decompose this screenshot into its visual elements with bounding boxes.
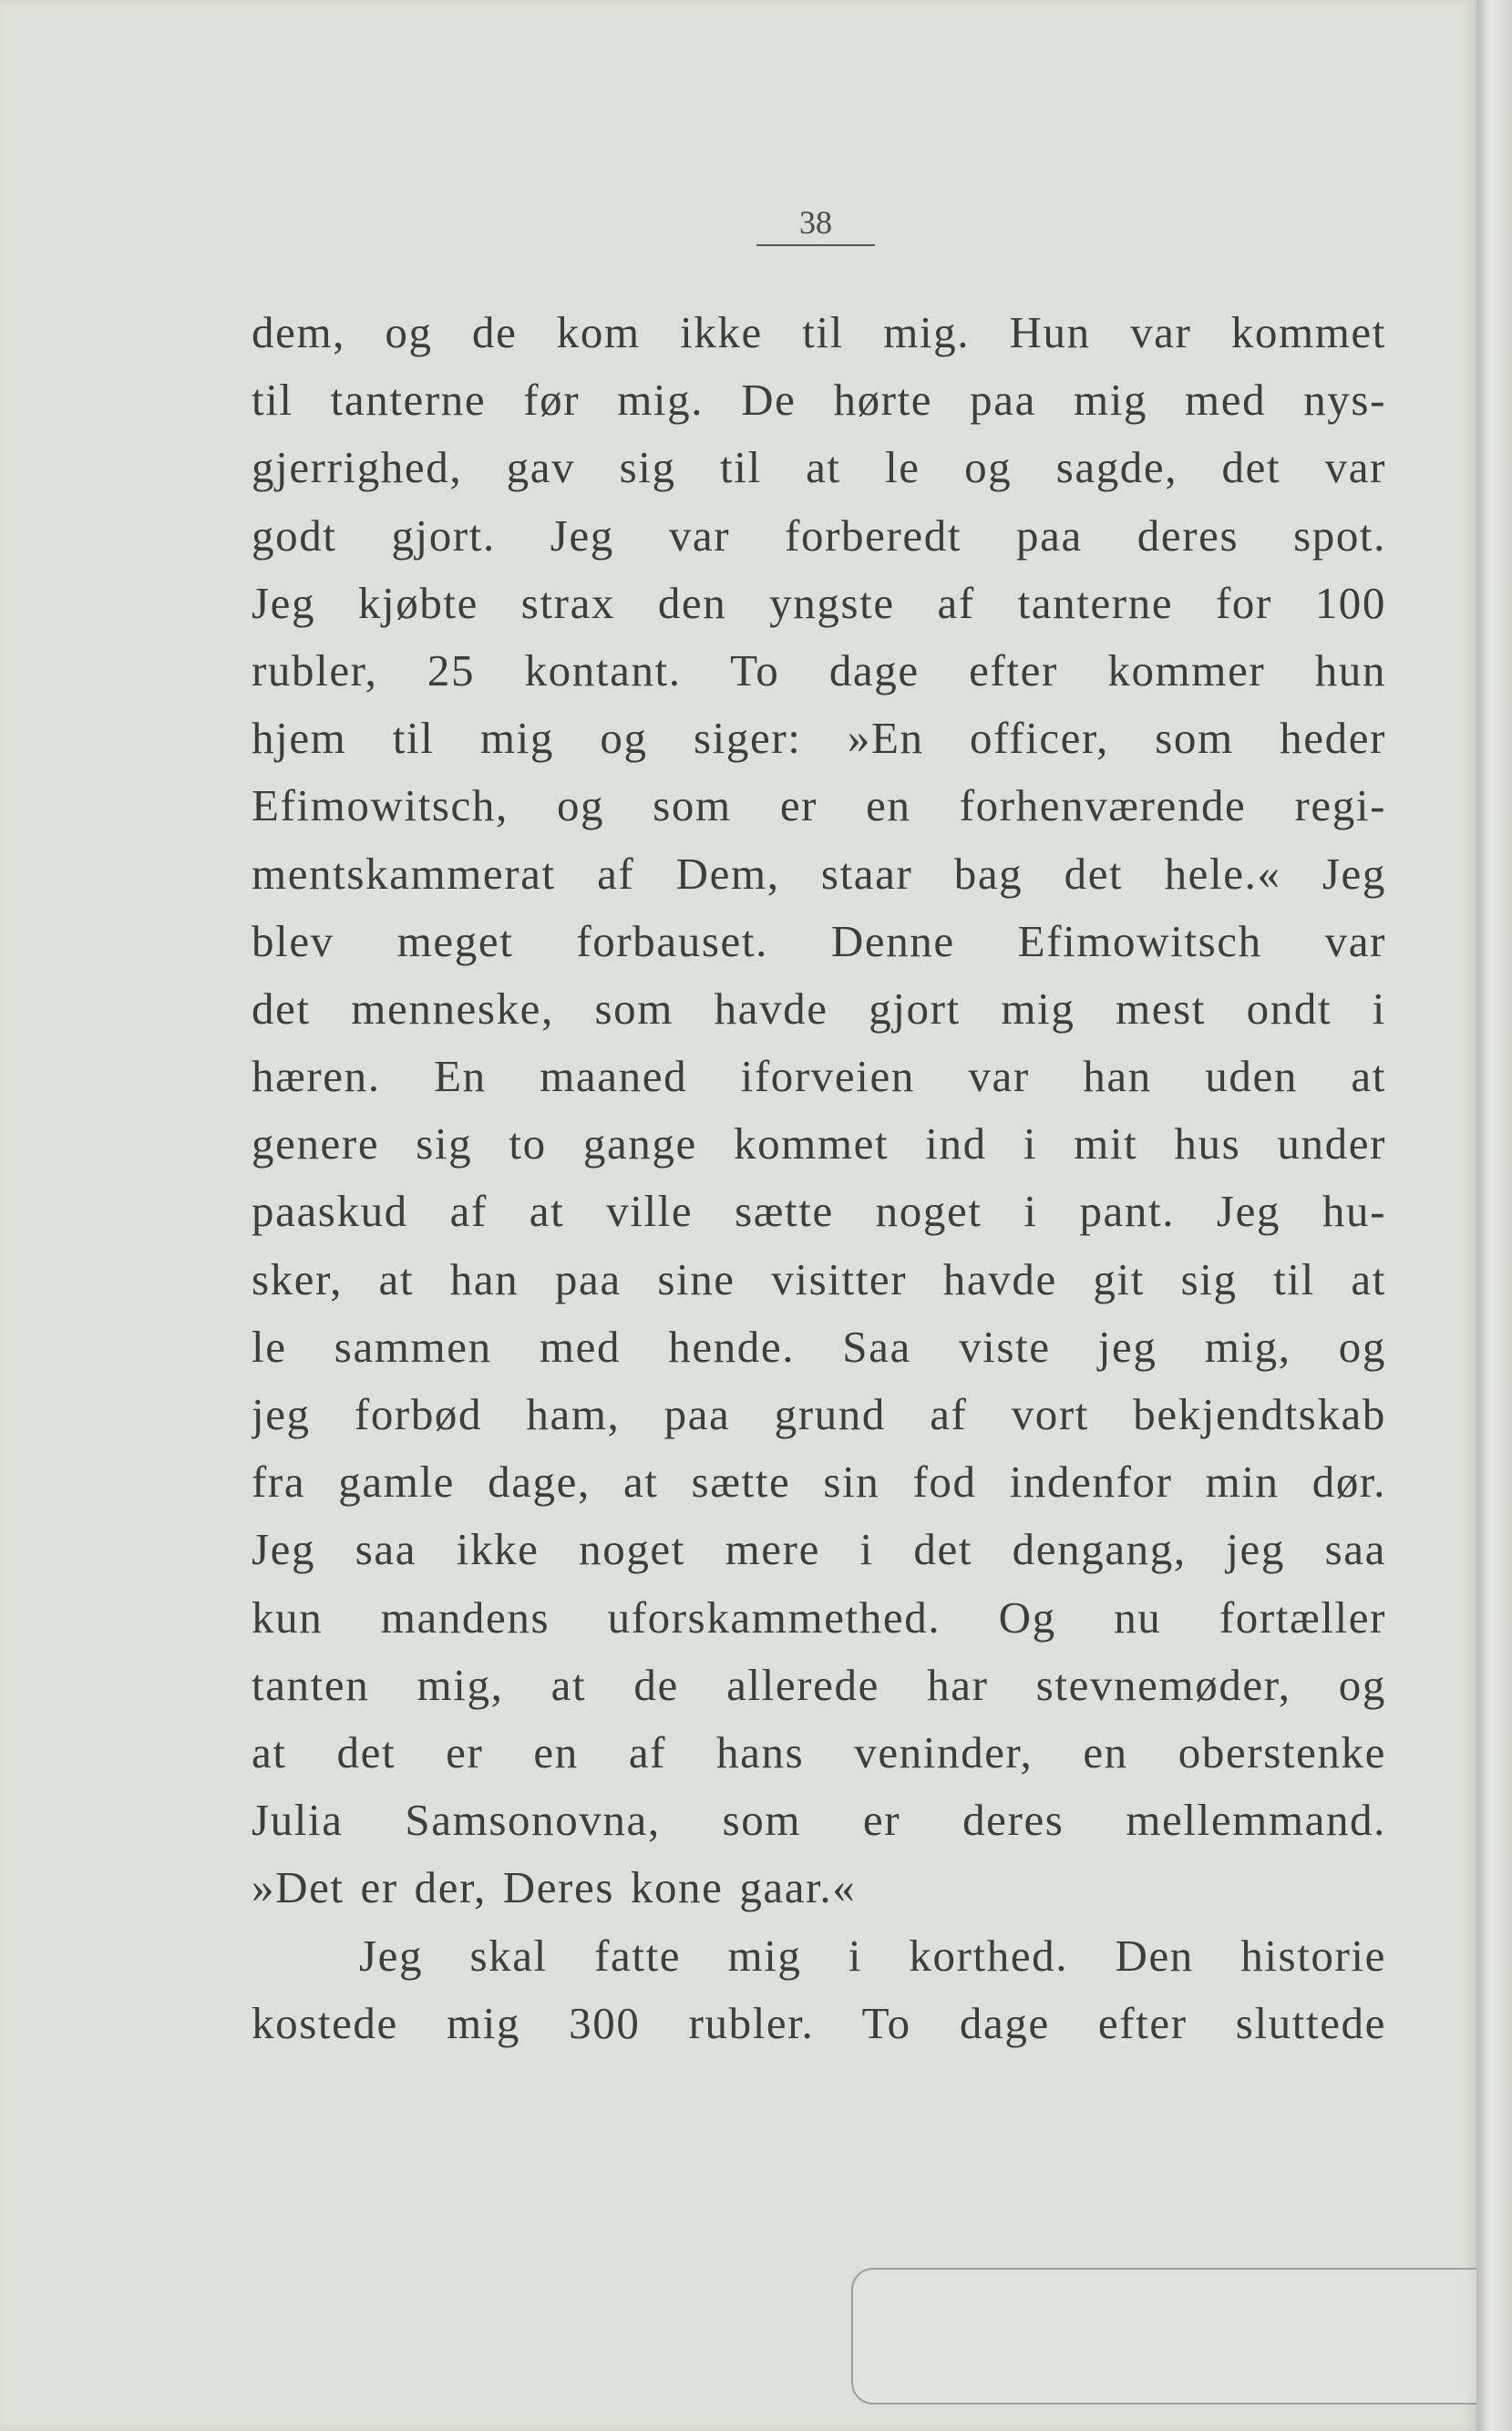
text-line: Efimowitsch, og som er en forhenværende regi-	[252, 780, 1386, 831]
text-line: »Det er der, Deres kone gaar.«	[252, 1862, 857, 1913]
text-line: jeg forbød ham, paa grund af vort bekjendtskab	[252, 1389, 1386, 1439]
text-line: til tanterne før mig. De hørte paa mig med nys-	[252, 375, 1386, 426]
text-line: kun mandens uforskammethed. Og nu fortæller	[252, 1591, 1386, 1643]
text-line: le sammen med hende. Saa viste jeg mig, og	[252, 1321, 1386, 1372]
text-line: hæren. En maaned iforveien var han uden at	[252, 1051, 1386, 1102]
book-spine-edge	[1476, 0, 1512, 2431]
library-label-outline	[851, 2268, 1512, 2405]
text-line: hjem til mig og siger: »En officer, som heder	[252, 713, 1386, 764]
text-line: rubler, 25 kontant. To dage efter kommer hun	[252, 644, 1386, 695]
text-line: at det er en af hans veninder, en oberstenke	[252, 1726, 1386, 1777]
text-line: dem, og de kom ikke til mig. Hun var kommet	[252, 307, 1386, 357]
text-line: genere sig to gange kommet ind i mit hus under	[252, 1118, 1386, 1169]
text-line: sker, at han paa sine visitter havde git sig til at	[252, 1253, 1386, 1304]
text-line: paaskud af at ville sætte noget i pant. Jeg hu-	[252, 1186, 1386, 1237]
text-line: Jeg kjøbte strax den yngste af tanterne for 100	[252, 577, 1386, 628]
text-line-paragraph-start: Jeg skal fatte mig i korthed. Den historie	[359, 1930, 1386, 1981]
text-line: gjerrighed, gav sig til at le og sagde, det var	[252, 442, 1386, 493]
text-line: tanten mig, at de allerede har stevnemøder, og	[252, 1659, 1386, 1710]
body-text	[252, 299, 1386, 2057]
text-line: Julia Samsonovna, som er deres mellemmand.	[252, 1795, 1386, 1846]
text-line: kostede mig 300 rubler. To dage efter sluttede	[252, 1997, 1386, 2048]
text-line: det menneske, som havde gjort mig mest ondt i	[252, 983, 1386, 1034]
text-line: mentskammerat af Dem, staar bag det hele.« Jeg	[252, 848, 1386, 899]
text-line: fra gamle dage, at sætte sin fod indenfor min dør.	[252, 1457, 1386, 1508]
text-line: godt gjort. Jeg var forberedt paa deres spot.	[252, 510, 1386, 561]
text-line: Jeg saa ikke noget mere i det dengang, jeg saa	[252, 1524, 1386, 1575]
text-line: blev meget forbauset. Denne Efimowitsch var	[252, 915, 1386, 966]
page-number: 38	[756, 202, 875, 246]
